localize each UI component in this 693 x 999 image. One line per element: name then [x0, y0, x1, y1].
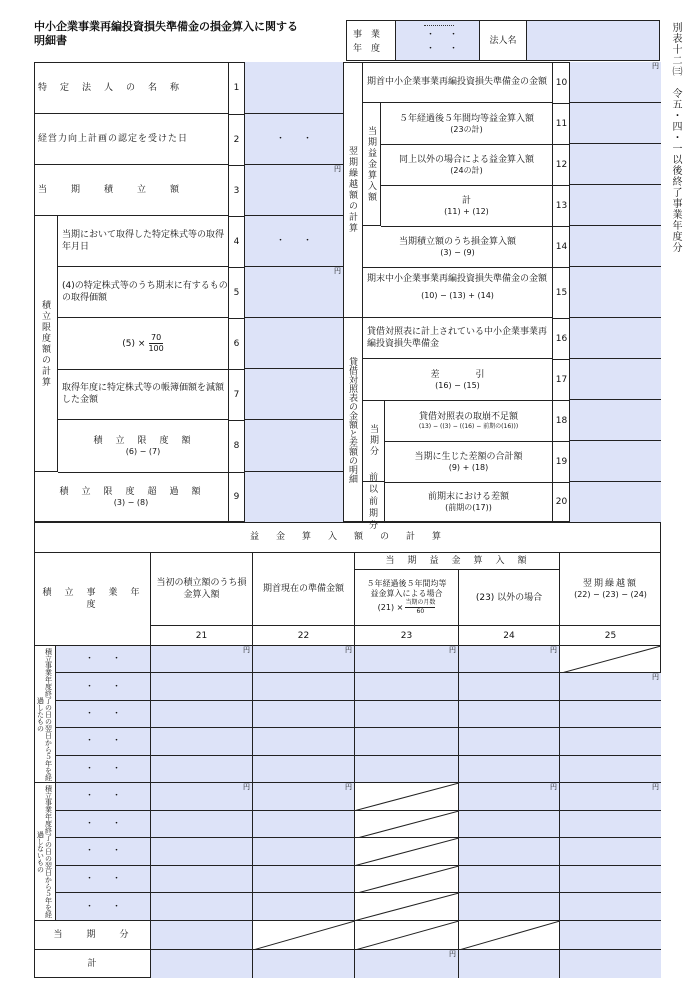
row20-field[interactable] [569, 482, 661, 522]
amount-field-a-5-col21[interactable] [151, 756, 253, 783]
total-label: 計 [34, 950, 151, 978]
row9-number: 9 [228, 472, 244, 522]
year-field-b-5[interactable]: ・ ・ [56, 893, 151, 921]
row8-field[interactable] [244, 420, 343, 472]
col23-number: 23 [355, 626, 459, 646]
upper-left-table [34, 62, 343, 522]
total-col23-yen: 円 [449, 950, 456, 958]
row1-label: 特 定 法 人 の 名 称 [34, 62, 228, 114]
row8-number: 8 [228, 420, 244, 473]
amount-field-b-5-col25[interactable] [560, 893, 661, 921]
current-inclusion-subgroup-label: 当期益金算入額 [363, 103, 381, 226]
total-col22[interactable] [253, 950, 355, 978]
row9-field[interactable] [244, 472, 343, 522]
current-col23-disabled [355, 921, 459, 950]
row7-label: 取得年度に特定株式等の帳簿価額を減額した金額 [58, 369, 228, 420]
current-period-subgroup-label: 当期分 [363, 400, 385, 482]
col23-line1: ５年経過後５年間均等 [366, 579, 447, 588]
fiscal-year-dots-bottom: ・ ・ [426, 44, 459, 54]
amount-field-b-3-col25[interactable] [560, 838, 661, 866]
amount-field-b-5-col24[interactable] [459, 893, 560, 921]
row10-number: 10 [552, 62, 570, 104]
disabled-cell-b-5-col23 [355, 893, 459, 921]
row17-title: 差 引 [430, 369, 485, 380]
row18-number: 18 [552, 400, 570, 442]
col21-header: 当初の積立額のうち損金算入額 [151, 552, 253, 626]
group-a-label: 積立事業年度終了の日の翌日から５年を経過したもの [34, 646, 56, 783]
row13-formula: (11) + (12) [444, 206, 489, 216]
fiscal-year-label-box [346, 20, 396, 61]
limit-group-label: 積立限度額の計算 [34, 216, 58, 472]
row20-title: 前期末における差額 [427, 492, 509, 502]
row1-field[interactable] [244, 62, 343, 114]
row8-formula: (6) − (7) [125, 447, 161, 456]
disabled-cell-b-3-col23 [355, 838, 459, 866]
balance-sheet-group-label: 貸借対照表の金額と差額の明細 [343, 318, 363, 522]
year-field-b-3[interactable]: ・ ・ [56, 838, 151, 866]
row11-title: ５年経過後５年間均等益金算入額 [398, 113, 534, 124]
row7-number: 7 [228, 369, 244, 421]
bottom-section-title: 益 金 算 入 額 の 計 算 [34, 522, 661, 553]
row5-yen: 円 [334, 267, 341, 275]
col25-number: 25 [560, 626, 661, 646]
current-col22-disabled [253, 921, 355, 950]
row17-label [363, 359, 552, 401]
row18-title: 貸借対照表の取崩不足額 [418, 411, 518, 422]
prior-period-subgroup-label: 前以前期分 [363, 482, 385, 522]
amount-field-a-3-col21[interactable] [151, 701, 253, 728]
row10-label: 期首中小企業事業再編投資損失準備金の金額 [363, 62, 552, 103]
amount-field-b-5-col22[interactable] [253, 893, 355, 921]
row3-label: 当 期 積 立 額 [34, 165, 228, 216]
amount-field-a-5-col22[interactable] [253, 756, 355, 783]
yen-unit: 円 [449, 646, 456, 654]
amount-field-a-2-col24[interactable] [459, 673, 560, 700]
amount-field-b-1-col25[interactable] [560, 783, 661, 811]
fiscal-year-label-bottom: 年 度 [353, 44, 381, 54]
amount-field-b-4-col21[interactable] [151, 866, 253, 894]
row10-yen: 円 [652, 62, 659, 70]
row17-formula: (16) − (15) [435, 380, 480, 390]
col22-header: 期首現在の準備金額 [253, 552, 355, 626]
row12-label [381, 144, 552, 186]
amount-field-a-5-col24[interactable] [459, 756, 560, 783]
row2-number: 2 [228, 114, 244, 166]
total-col24[interactable] [459, 950, 560, 978]
year-field-a-2[interactable]: ・ ・ [56, 673, 151, 700]
side-label: 別表十二㈢ 令五・四・一以後終了事業年度分 [670, 22, 681, 253]
row16-field[interactable] [569, 318, 661, 359]
amount-field-a-4-col21[interactable] [151, 728, 253, 755]
row2-label: 経営力向上計画の認定を受けた日 [34, 114, 228, 165]
row19-field[interactable] [569, 441, 661, 482]
col23-header [355, 570, 459, 626]
row20-formula: (前期の(17)) [445, 503, 492, 512]
row11-field[interactable] [569, 103, 661, 144]
row12-title: 同上以外の場合による益金算入額 [398, 154, 534, 165]
yen-unit: 円 [652, 673, 659, 682]
year-field-a-3[interactable]: ・ ・ [56, 701, 151, 728]
row11-number: 11 [552, 103, 570, 145]
carryover-group-label: 翌期繰越額の計算 [343, 62, 363, 318]
row15-number: 15 [552, 267, 570, 319]
row19-title: 当期に生じた差額の合計額 [414, 451, 523, 462]
row3-number: 3 [228, 165, 244, 217]
amount-field-a-4-col23[interactable] [355, 728, 459, 755]
row12-field[interactable] [569, 144, 661, 185]
amount-field-a-3-col24[interactable] [459, 701, 560, 728]
row8-label [58, 420, 228, 473]
amount-field-a-3-col23[interactable] [355, 701, 459, 728]
col23-formula-den: 60 [416, 608, 425, 615]
amount-field-a-2-col23[interactable] [355, 673, 459, 700]
row1-number: 1 [228, 62, 244, 115]
col23-formula-pre: (21) × [377, 602, 404, 612]
form-title-line1: 中小企業事業再編投資損失準備金の損金算入に関する [34, 20, 298, 33]
group-b-label: 積立事業年度終了の日の翌日から５年を経過しないもの [34, 783, 56, 921]
current-col24-disabled [459, 921, 560, 950]
row19-label [385, 441, 552, 483]
row13-number: 13 [552, 185, 570, 227]
yen-unit: 円 [345, 783, 352, 791]
col25-formula: (22) − (23) − (24) [574, 589, 647, 599]
col23-line2: 益金算入による場合 [370, 589, 443, 598]
row6-formula-pre: (5) × [122, 338, 146, 349]
row19-formula: (9) + (18) [448, 462, 489, 472]
form-title-line2: 明細書 [34, 34, 67, 47]
row15-label [363, 267, 552, 318]
row12-formula: (24の計) [450, 165, 483, 175]
col21-number: 21 [151, 626, 253, 646]
row15-formula: (10) − (13) + (14) [421, 291, 494, 300]
row5-number: 5 [228, 267, 244, 319]
amount-field-b-1-col24[interactable] [459, 783, 560, 811]
disabled-cell-b-4-col23 [355, 866, 459, 894]
current-period-label: 当 期 分 [34, 921, 151, 950]
row5-field[interactable] [244, 267, 343, 318]
row5-label: (4)の特定株式等のうち期末に有するものの取得価額 [58, 267, 228, 318]
upper-right-table [343, 62, 661, 531]
row17-number: 17 [552, 359, 570, 401]
col-group-header: 当 期 益 金 算 入 額 [355, 552, 560, 570]
col23-formula-num: 当期の月数 [405, 599, 436, 606]
amount-field-b-2-col21[interactable] [151, 811, 253, 839]
year-field-b-1[interactable]: ・ ・ [56, 783, 151, 811]
year-field-b-4[interactable]: ・ ・ [56, 866, 151, 894]
amount-field-a-1-col21[interactable] [151, 646, 253, 673]
col-year-header: 積 立 事 業 年 度 [34, 552, 151, 646]
amount-field-b-1-col21[interactable] [151, 783, 253, 811]
yen-unit: 円 [243, 783, 250, 791]
row10-field[interactable] [569, 62, 661, 103]
amount-field-b-4-col25[interactable] [560, 866, 661, 894]
corp-name-label: 法人名 [479, 20, 527, 61]
row16-label: 貸借対照表に計上されている中小企業事業再編投資損失準備金 [363, 318, 552, 359]
row17-field[interactable] [569, 359, 661, 400]
row7-field[interactable] [244, 369, 343, 420]
disabled-cell-b-2-col23 [355, 811, 459, 839]
corp-name-field[interactable] [526, 20, 660, 61]
form-title [34, 20, 334, 48]
amount-field-b-3-col22[interactable] [253, 838, 355, 866]
row6-field[interactable] [244, 318, 343, 369]
row15-title: 期末中小企業事業再編投資損失準備金の金額 [367, 274, 548, 284]
amount-field-a-2-col22[interactable] [253, 673, 355, 700]
row19-number: 19 [552, 441, 570, 483]
amount-field-a-1-col22[interactable] [253, 646, 355, 673]
amount-field-b-2-col25[interactable] [560, 811, 661, 839]
yen-unit: 円 [550, 646, 557, 654]
yen-unit: 円 [345, 646, 352, 654]
bottom-table [34, 522, 661, 978]
row9-formula: (3) − (8) [113, 498, 149, 507]
row2-field[interactable]: ・ ・ [244, 114, 343, 165]
row12-number: 12 [552, 144, 570, 186]
row18-field[interactable] [569, 400, 661, 441]
year-field-b-2[interactable]: ・ ・ [56, 811, 151, 839]
amount-field-a-4-col22[interactable] [253, 728, 355, 755]
col22-number: 22 [253, 626, 355, 646]
amount-field-a-1-col23[interactable] [355, 646, 459, 673]
row3-yen: 円 [334, 165, 341, 173]
current-col21[interactable] [151, 921, 253, 950]
disabled-cell-a-1-col25 [560, 646, 661, 673]
amount-field-b-4-col24[interactable] [459, 866, 560, 894]
amount-field-a-4-col25[interactable] [560, 728, 661, 755]
amount-field-a-1-col24[interactable] [459, 646, 560, 673]
amount-field-a-5-col25[interactable] [560, 756, 661, 783]
total-col21[interactable] [151, 950, 253, 978]
amount-field-a-2-col25[interactable] [560, 673, 661, 700]
row6-denominator: 100 [148, 344, 164, 353]
row9-label [34, 472, 228, 522]
fiscal-year-field[interactable] [395, 20, 480, 61]
yen-unit: 円 [243, 646, 250, 654]
row14-title: 当期積立額のうち損金算入額 [398, 236, 516, 247]
amount-field-a-2-col21[interactable] [151, 673, 253, 700]
row20-label [385, 482, 552, 522]
row11-label [381, 103, 552, 145]
row3-field[interactable] [244, 165, 343, 216]
amount-field-b-2-col24[interactable] [459, 811, 560, 839]
amount-field-a-3-col25[interactable] [560, 701, 661, 728]
disabled-cell-b-1-col23 [355, 783, 459, 811]
row14-number: 14 [552, 226, 570, 268]
row15-field[interactable] [569, 267, 661, 318]
row14-field[interactable] [569, 226, 661, 267]
row13-label [381, 185, 552, 227]
fiscal-year-dots-top: ・ ・ [426, 30, 459, 40]
amount-field-b-5-col21[interactable] [151, 893, 253, 921]
col24-number: 24 [459, 626, 560, 646]
year-field-a-5[interactable]: ・ ・ [56, 756, 151, 783]
year-field-a-1[interactable]: ・ ・ [56, 646, 151, 673]
fiscal-year-label-top: 事 業 [353, 30, 381, 40]
row4-label: 当期において取得した特定株式等の取得年月日 [58, 216, 228, 267]
year-field-a-4[interactable]: ・ ・ [56, 728, 151, 755]
amount-field-b-4-col22[interactable] [253, 866, 355, 894]
amount-field-a-5-col23[interactable] [355, 756, 459, 783]
amount-field-a-3-col22[interactable] [253, 701, 355, 728]
row6-numerator: 70 [150, 333, 162, 342]
row9-title: 積 立 限 度 超 過 額 [59, 487, 203, 497]
yen-unit: 円 [550, 783, 557, 791]
row14-label [363, 226, 552, 268]
total-col25[interactable] [560, 950, 661, 978]
row18-label [385, 400, 552, 442]
row13-field[interactable] [569, 185, 661, 226]
row8-title: 積 立 限 度 額 [93, 436, 193, 446]
row4-number: 4 [228, 216, 244, 268]
current-col25[interactable] [560, 921, 661, 950]
total-col23[interactable] [355, 950, 459, 978]
row13-title: 計 [461, 195, 471, 206]
row6-label [58, 318, 228, 370]
row6-number: 6 [228, 318, 244, 370]
col25-title: 翌期繰越額 [582, 578, 638, 589]
col25-header [560, 552, 661, 626]
amount-field-b-3-col24[interactable] [459, 838, 560, 866]
amount-field-a-4-col24[interactable] [459, 728, 560, 755]
row16-number: 16 [552, 318, 570, 360]
amount-field-b-3-col21[interactable] [151, 838, 253, 866]
amount-field-b-2-col22[interactable] [253, 811, 355, 839]
row20-number: 20 [552, 482, 570, 522]
row18-formula: (13) − ((3) − ((16) − 前期の(16))) [418, 422, 519, 430]
yen-unit: 円 [652, 783, 659, 791]
row11-formula: (23の計) [450, 124, 483, 134]
amount-field-b-1-col22[interactable] [253, 783, 355, 811]
row4-field[interactable]: ・ ・ [244, 216, 343, 267]
col24-header: (23) 以外の場合 [459, 570, 560, 626]
row14-formula: (3) − (9) [440, 247, 475, 257]
